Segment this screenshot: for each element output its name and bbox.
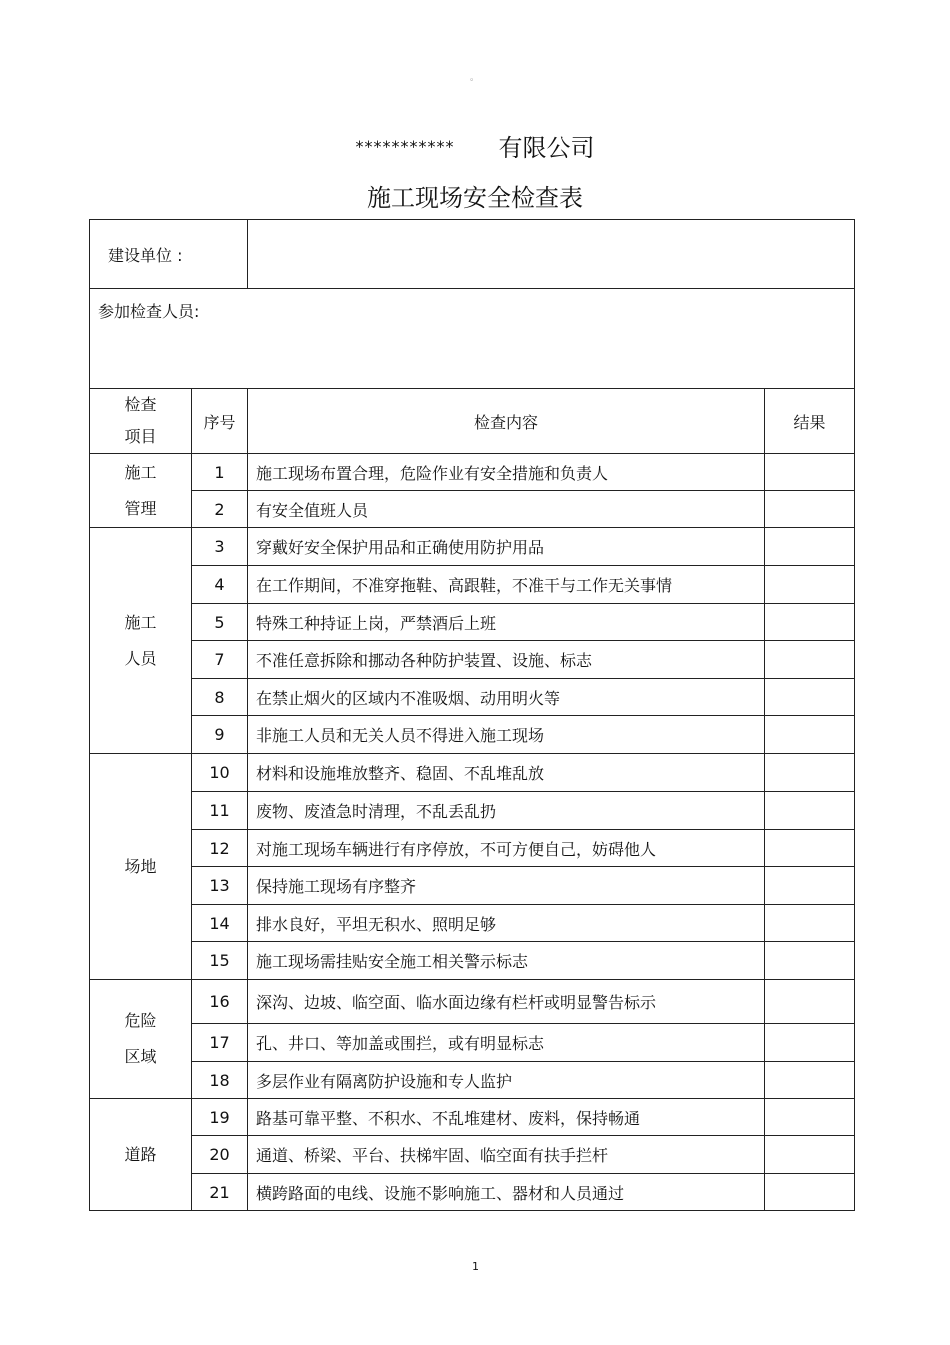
table-row xyxy=(90,528,855,566)
category-cell xyxy=(90,1099,192,1211)
table-row xyxy=(90,1099,855,1136)
result-cell[interactable] xyxy=(765,792,855,830)
table-row xyxy=(90,491,855,528)
result-cell[interactable] xyxy=(765,716,855,754)
table-row xyxy=(90,1062,855,1099)
result-cell[interactable] xyxy=(765,1136,855,1174)
participants-label: 参加检查人员: xyxy=(98,302,200,321)
table-row xyxy=(90,566,855,604)
seq-cell: 1 xyxy=(192,454,248,491)
result-cell[interactable] xyxy=(765,679,855,716)
company-stars: *********** xyxy=(355,137,455,156)
result-cell[interactable] xyxy=(765,905,855,942)
result-cell[interactable] xyxy=(765,1099,855,1136)
result-cell[interactable] xyxy=(765,604,855,641)
seq-cell: 13 xyxy=(192,867,248,905)
seq-cell: 3 xyxy=(192,528,248,566)
content-cell: 在禁止烟火的区域内不准吸烟、动用明火等 xyxy=(248,679,765,716)
table-row xyxy=(90,792,855,830)
category-label: 场地 xyxy=(124,856,157,876)
seq-cell: 2 xyxy=(192,491,248,528)
seq-cell: 7 xyxy=(192,641,248,679)
participants-row xyxy=(90,289,855,389)
page-title: 施工现场安全检查表 xyxy=(367,184,583,212)
seq-cell: 10 xyxy=(192,754,248,792)
category-label: 管理 xyxy=(124,498,157,518)
content-cell: 路基可靠平整、不积水、不乱堆建材、废料，保持畅通 xyxy=(248,1099,765,1136)
table-row xyxy=(90,716,855,754)
seq-cell: 21 xyxy=(192,1174,248,1211)
table-row xyxy=(90,1174,855,1211)
content-cell: 非施工人员和无关人员不得进入施工现场 xyxy=(248,716,765,754)
table-row xyxy=(90,754,855,792)
col-item-line-1: 检查 xyxy=(124,395,157,414)
content-cell: 在工作期间，不准穿拖鞋、高跟鞋，不准干与工作无关事情 xyxy=(248,566,765,604)
col-seq-header: 序号 xyxy=(192,389,248,454)
table-row xyxy=(90,454,855,491)
result-cell[interactable] xyxy=(765,754,855,792)
inspection-table xyxy=(89,219,855,1211)
result-cell[interactable] xyxy=(765,980,855,1024)
category-label: 施工 xyxy=(124,462,157,482)
category-cell xyxy=(90,528,192,754)
result-cell[interactable] xyxy=(765,942,855,980)
col-item-header xyxy=(90,389,192,454)
result-cell[interactable] xyxy=(765,641,855,679)
table-row xyxy=(90,604,855,641)
category-label: 区域 xyxy=(124,1047,157,1066)
category-cell xyxy=(90,980,192,1099)
content-cell: 对施工现场车辆进行有序停放，不可方便自己，妨碍他人 xyxy=(248,830,765,867)
page-number: 1 xyxy=(472,1260,479,1273)
table-row xyxy=(90,867,855,905)
col-content-header: 检查内容 xyxy=(248,389,765,454)
result-cell[interactable] xyxy=(765,1174,855,1211)
content-cell: 深沟、边坡、临空面、临水面边缘有栏杆或明显警告标示 xyxy=(248,980,765,1024)
seq-cell: 9 xyxy=(192,716,248,754)
seq-cell: 12 xyxy=(192,830,248,867)
content-cell: 孔、井口、等加盖或围拦，或有明显标志 xyxy=(248,1024,765,1062)
result-cell[interactable] xyxy=(765,491,855,528)
seq-cell: 14 xyxy=(192,905,248,942)
seq-cell: 4 xyxy=(192,566,248,604)
col-item-line-2: 项目 xyxy=(124,427,157,446)
seq-cell: 11 xyxy=(192,792,248,830)
content-cell: 通道、桥梁、平台、扶梯牢固、临空面有扶手拦杆 xyxy=(248,1136,765,1174)
content-cell: 多层作业有隔离防护设施和专人监护 xyxy=(248,1062,765,1099)
content-cell: 不准任意拆除和挪动各种防护装置、设施、标志 xyxy=(248,641,765,679)
seq-cell: 15 xyxy=(192,942,248,980)
seq-cell: 19 xyxy=(192,1099,248,1136)
content-cell: 材料和设施堆放整齐、稳固、不乱堆乱放 xyxy=(248,754,765,792)
result-cell[interactable] xyxy=(765,867,855,905)
content-cell: 排水良好，平坦无积水、照明足够 xyxy=(248,905,765,942)
table-row xyxy=(90,942,855,980)
content-cell: 施工现场需挂贴安全施工相关警示标志 xyxy=(248,942,765,980)
category-cell xyxy=(90,754,192,980)
result-cell[interactable] xyxy=(765,528,855,566)
result-cell[interactable] xyxy=(765,454,855,491)
participants-field[interactable] xyxy=(90,289,855,389)
category-label: 施工 xyxy=(124,612,157,632)
seq-cell: 8 xyxy=(192,679,248,716)
content-cell: 特殊工种持证上岗，严禁酒后上班 xyxy=(248,604,765,641)
table-row xyxy=(90,830,855,867)
unit-label: 建设单位 : xyxy=(90,220,248,289)
col-result-header: 结果 xyxy=(765,389,855,454)
seq-cell: 18 xyxy=(192,1062,248,1099)
seq-cell: 5 xyxy=(192,604,248,641)
table-row xyxy=(90,905,855,942)
unit-field[interactable] xyxy=(248,220,855,289)
header-row xyxy=(90,389,855,454)
company-name xyxy=(0,128,950,163)
seq-cell: 16 xyxy=(192,980,248,1024)
result-cell[interactable] xyxy=(765,1024,855,1062)
seq-cell: 17 xyxy=(192,1024,248,1062)
category-label: 危险 xyxy=(124,1011,157,1030)
content-cell: 穿戴好安全保护用品和正确使用防护用品 xyxy=(248,528,765,566)
table-row xyxy=(90,980,855,1024)
result-cell[interactable] xyxy=(765,1062,855,1099)
seq-cell: 20 xyxy=(192,1136,248,1174)
content-cell: 横跨路面的电线、设施不影响施工、器材和人员通过 xyxy=(248,1174,765,1211)
unit-row xyxy=(90,220,855,289)
top-dot: 。 xyxy=(470,73,480,83)
content-cell: 废物、废渣急时清理，不乱丢乱扔 xyxy=(248,792,765,830)
content-cell: 保持施工现场有序整齐 xyxy=(248,867,765,905)
table-row xyxy=(90,1024,855,1062)
category-cell xyxy=(90,454,192,528)
result-cell[interactable] xyxy=(765,830,855,867)
category-label: 人员 xyxy=(124,648,157,668)
content-cell: 施工现场布置合理，危险作业有安全措施和负责人 xyxy=(248,454,765,491)
company-suffix: 有限公司 xyxy=(498,134,595,162)
category-label: 道路 xyxy=(124,1144,157,1164)
table-row xyxy=(90,641,855,679)
result-cell[interactable] xyxy=(765,566,855,604)
content-cell: 有安全值班人员 xyxy=(248,491,765,528)
table-row xyxy=(90,1136,855,1174)
table-row xyxy=(90,679,855,716)
